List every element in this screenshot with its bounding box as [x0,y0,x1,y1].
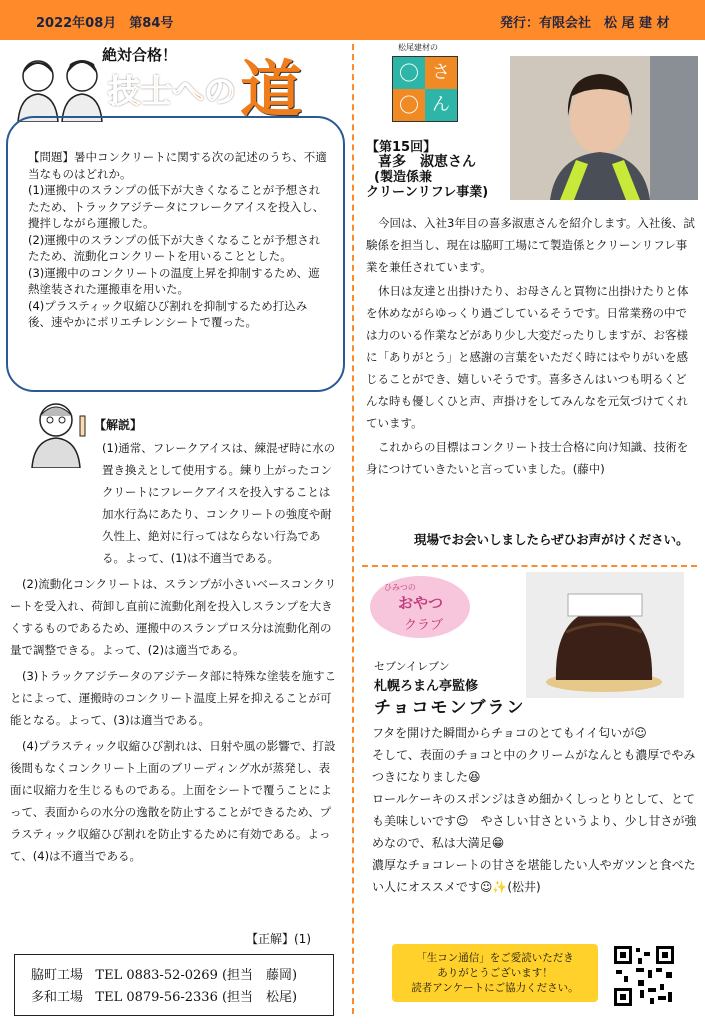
logo-cell: さ [425,57,457,89]
explanation-para-2: (2)流動化コンクリートは、スランプが小さいベースコンクリートを受入れ、荷卸し直前に流動化剤を投入しスランプを大きくするものであるため、運搬中のスランプロス分は流動化剤の量で調整できる。よって、(2)は適当である。 [10,577,337,657]
profile-para-2: 休日は友達と出掛けたり、お母さんと買物に出掛けたりと体を休めながらゆっくり過ごしているそうです。日常業務の中では力のいる作業などがあり少し大変だったりしますが、お客様に「ありがとう」と感謝の言葉をいただく時にはやりがいを感じることができ、嬉しいそうです。喜多さんはいつも明るくどんな時も優しくひと声、声掛けをしてみんなを元気づけてくれています。 [366,284,689,430]
factory-name: 多和工場 [31,990,84,1005]
survey-qr-code[interactable] [612,944,676,1008]
review-line: ロールケーキのスポンジはきめ細かくしっとりとして、とても美味しいです☺ やさしい甘さというより、少し甘さが強めなので、私は大満足😁 [372,792,697,850]
quiz-title: 技士への [108,72,237,110]
explanation-para-3: (3)トラックアジテータのアジテータ部に特殊な塗装を施すことによって、運搬時のコンクリート温度上昇を抑えることが可能となる。よって、(3)は適当である。 [10,669,337,727]
employee-role-detail: クリーンリフレ事業) [366,185,489,200]
survey-text [392,951,598,996]
answer: 【正解】(1) [246,932,311,946]
section-divider [362,565,697,567]
question-option-1: (1)運搬中のスランプの低下が大きくなることが予想されたため、トラックアジテータにフレークアイスを投入し、攪拌しながら運搬した。 [28,183,325,230]
header-bar [0,0,705,40]
employee-photo [510,56,698,200]
publisher: 発行：有限会社 松 尾 建 材 [500,16,670,31]
profile-heading [366,140,488,200]
badge-main: おやつ [398,594,444,612]
badge-bottom: クラブ [404,618,444,633]
profile-closing: 現場でお会いしましたらぜひお声がけください。 [414,532,689,547]
contact-row [31,986,297,1005]
question-option-2: (2)運搬中のスランプの低下が大きくなることが予想されたため、流動化コンクリートを用いることとした。 [28,232,321,263]
episode-number: 【第15回】 [366,140,437,155]
question-option-3: (3)運搬中のコンクリートの温度上昇を抑制するため、遮熱塗装された運搬車を用いた。 [28,265,320,296]
question-option-4: (4)プラスティック収縮ひび割れを抑制するため打込み後、速やかにポリエチレンシートで覆った。 [28,298,308,329]
factory-person: (担当 松尾) [221,990,298,1005]
profile-body [366,212,698,480]
explanation-body [10,437,340,867]
question-text [28,149,328,331]
logo-cell: ん [425,89,457,121]
contact-box [14,954,334,1016]
factory-person: (担当 藤岡) [221,968,298,983]
quiz-kicker: 絶対合格！ [102,46,178,64]
logo-caption: 松尾建材の [398,43,438,52]
factory-tel: TEL 0883-52-0269 [95,968,218,983]
logo-cell: 〇 [393,57,425,89]
osan-logo [392,56,458,122]
snack-photo [526,572,684,698]
badge-top: ひみつの [384,583,416,592]
review-line: フタを開けた瞬間からチョコのとてもイイ匂いが☺ [372,726,647,740]
factory-name: 脇町工場 [31,968,84,983]
profile-para-1: 今回は、入社3年目の喜多淑恵さんを紹介します。入社後、試験係を担当し、現在は脇町工場にて製造係とクリーンリフレ事業を兼任されています。 [366,216,695,274]
survey-notice [392,944,598,1002]
snack-product: チョコモンブラン [374,698,526,718]
contact-row [31,964,297,983]
employee-role: (製造係兼 [374,170,432,185]
review-line: そして、表面のチョコと中のクリームがなんとも濃厚でやみつきになりました😆 [372,748,696,784]
column-divider [352,44,354,1014]
chocolate-mont-blanc-image [526,572,684,698]
explanation-para-4: (4)プラスティック収縮ひび割れは、日射や風の影響で、打設後間もなくコンクリート上面のブリーディング水が蒸発し、表面に収縮力を生じるものである。上面をシートで覆うことによって、表面からの水分の逸散を防止することができるため、プラスティック収縮ひび割れを防止するために有効である。よって、(4)は不適当である。 [10,739,336,863]
survey-line-1: 「生コン通信」をご愛読いただき [416,952,574,964]
survey-line-3: 読者アンケートにご協力ください。 [411,982,579,994]
engineers-illustration [10,46,110,122]
logo-cell: 〇 [393,89,425,121]
review-line: 濃厚なチョコレートの甘さを堪能したい人やガツンと食べたい人にオススメです☺✨(松井) [372,858,696,894]
profile-para-3: これからの目標はコンクリート技士合格に向け知識、技術を身につけていきたいと言っていました。(藤中) [366,440,689,476]
issue-date: 2022年08月 第84号 [36,16,174,31]
factory-tel: TEL 0879-56-2336 [95,990,218,1005]
portrait-image [510,56,698,200]
quiz-title-kanji: 道 [240,53,303,126]
snack-review [372,722,700,898]
snack-store: セブンイレブン [374,660,450,673]
question-intro: 【問題】暑中コンクリートに関する次の記述のうち、不適当なものはどれか。 [28,150,327,181]
survey-line-2: ありがとうございます！ [437,967,553,979]
employee-name: 喜多 淑恵さん [378,154,476,170]
explanation-para-1: (1)通常、フレークアイスは、練混ぜ時に水の置き換えとして使用する。練り上がったコンクリートにフレークアイスを投入することは加水行為にあたり、コンクリートの強度や耐久性上、絶対に行ってはならない行為である。よって、(1)は不適当である。 [102,441,336,565]
snack-club-badge [370,576,470,638]
snack-supervisor: 札幌ろまん亭監修 [374,679,479,694]
explanation-heading: 【解説】 [94,418,143,432]
